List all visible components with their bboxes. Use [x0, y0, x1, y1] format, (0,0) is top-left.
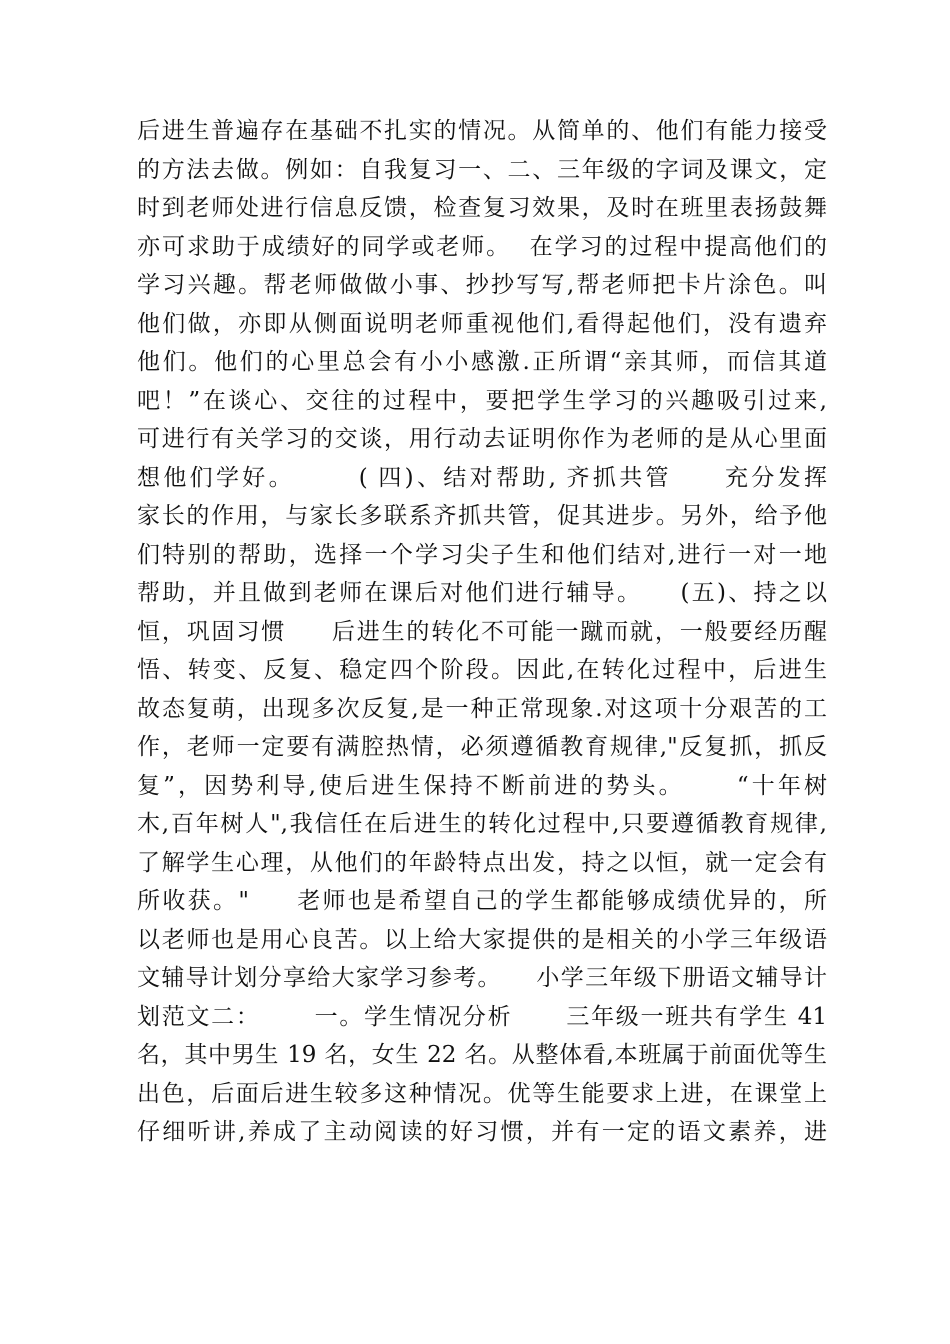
text-line: 时到老师处进行信息反馈，检查复习效果，及时在班里表扬鼓舞	[137, 195, 827, 221]
text-line: 划范文二： 一。学生情况分析 三年级一班共有学生 41	[137, 1003, 827, 1030]
text-line: 文辅导计划分享给大家学习参考。 小学三年级下册语文辅导计	[137, 965, 827, 991]
text-line: 学习兴趣。帮老师做做小事、抄抄写写,帮老师把卡片涂色。叫	[137, 272, 827, 298]
text-line: 可进行有关学习的交谈，用行动去证明你作为老师的是从心里面	[137, 426, 827, 452]
text-line: 们特别的帮助，选择一个学习尖子生和他们结对,进行一对一地	[137, 541, 827, 568]
text-line: 恒，巩固习惯 后进生的转化不可能一蹴而就，一般要经历醒	[137, 618, 827, 645]
text-line: 名，其中男生 19 名，女生 22 名。从整体看,本班属于前面优等生	[137, 1042, 827, 1068]
body-text	[137, 112, 827, 1152]
text-line: 吧！”在谈心、交往的过程中，要把学生学习的兴趣吸引过来,	[137, 387, 827, 414]
text-line: 想他们学好。 ( 四)、结对帮助, 齐抓共管 充分发挥	[137, 464, 827, 491]
text-line: 了解学生心理，从他们的年龄特点出发，持之以恒，就一定会有	[137, 849, 827, 876]
text-line: 仔细听讲,养成了主动阅读的好习惯，并有一定的语文素养，进	[137, 1119, 827, 1145]
text-line: 家长的作用，与家长多联系齐抓共管，促其进步。另外，给予他	[137, 503, 827, 529]
text-line: 以老师也是用心良苦。以上给大家提供的是相关的小学三年级语	[137, 926, 827, 953]
text-line: 复”，因势利导,使后进生保持不断前进的势头。 “十年树	[137, 772, 827, 799]
text-line: 的方法去做。例如：自我复习一、二、三年级的字词及课文，定	[137, 156, 827, 183]
text-line: 作，老师一定要有满腔热情，必须遵循教育规律,"反复抓，抓反	[137, 734, 827, 760]
text-line: 故态复萌，出现多次反复,是一种正常现象.对这项十分艰苦的工	[137, 695, 827, 722]
text-line: 帮助，并且做到老师在课后对他们进行辅导。 (五)、持之以	[137, 580, 827, 606]
text-line: 亦可求助于成绩好的同学或老师。 在学习的过程中提高他们的	[137, 233, 827, 260]
text-line: 悟、转变、反复、稳定四个阶段。因此,在转化过程中，后进生	[137, 657, 827, 683]
text-line: 出色，后面后进生较多这种情况。优等生能要求上进，在课堂上	[137, 1080, 827, 1107]
text-line: 木,百年树人",我信任在后进生的转化过程中,只要遵循教育规律,	[137, 811, 827, 837]
text-line: 他们做，亦即从侧面说明老师重视他们,看得起他们，没有遗弃	[137, 310, 827, 337]
text-line: 后进生普遍存在基础不扎实的情况。从简单的、他们有能力接受	[137, 118, 827, 144]
text-line: 所收获。" 老师也是希望自己的学生都能够成绩优异的，所	[137, 888, 827, 914]
text-line: 他们。他们的心里总会有小小感激.正所谓“亲其师，而信其道	[137, 349, 827, 375]
